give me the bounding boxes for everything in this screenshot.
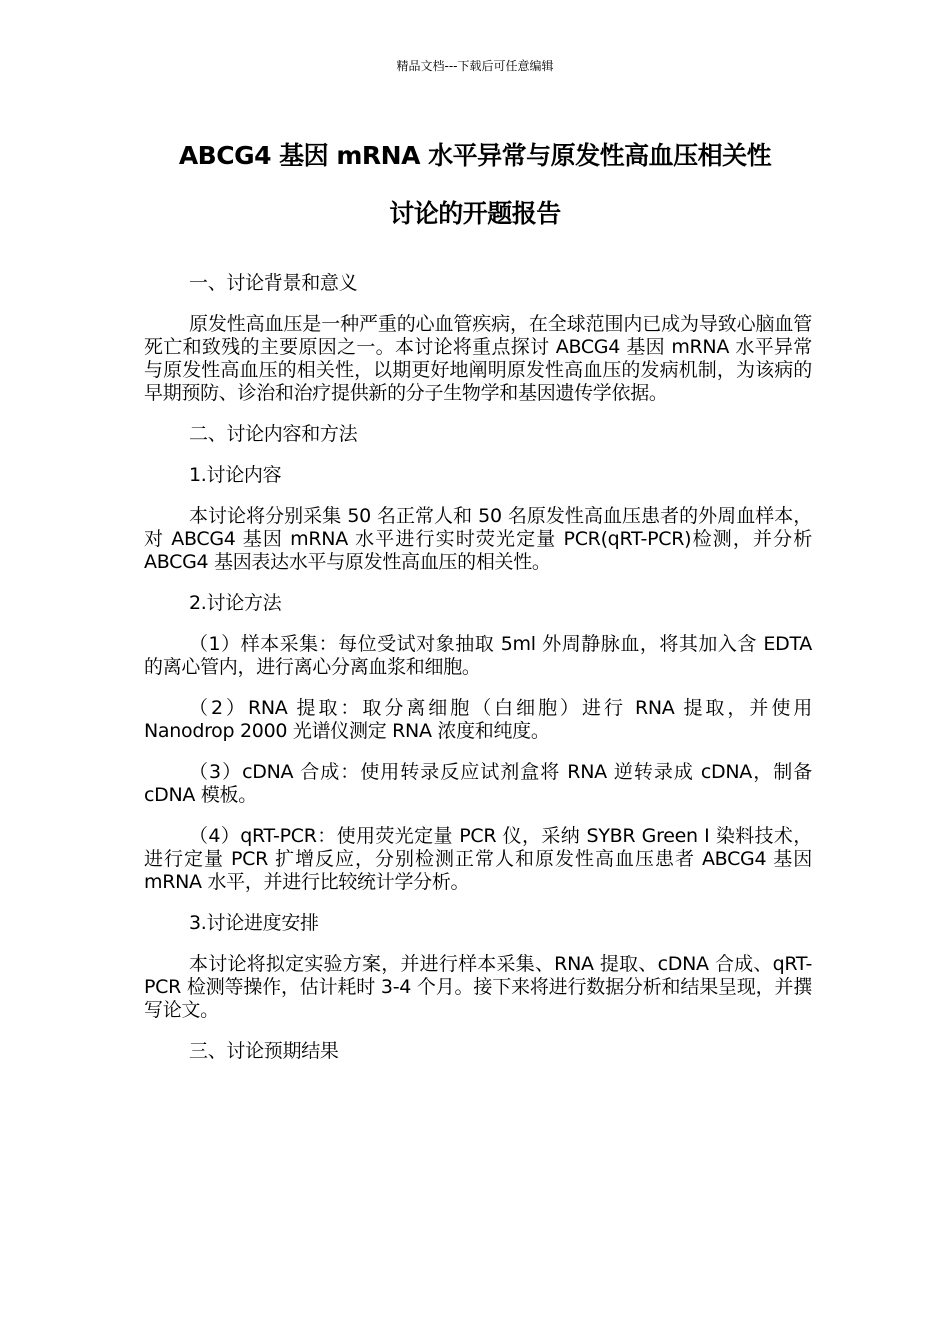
subheading-content: 1.讨论内容 (189, 464, 282, 486)
document-title-line1: ABCG4 基因 mRNA 水平异常与原发性高血压相关性 (178, 141, 772, 170)
method-item-rna-extraction: （2）RNA 提取：取分离细胞（白细胞）进行 RNA 提取，并使用 Nanodrop 2000 光谱仪测定 RNA 浓度和纯度。 (144, 697, 812, 742)
document-title-line2: 讨论的开题报告 (389, 199, 561, 228)
paragraph-content: 本讨论将分别采集 50 名正常人和 50 名原发性高血压患者的外周血样本，对 ABCG4 基因 mRNA 水平进行实时荧光定量 PCR(qRT-PCR)检测，并分析 ABCG4 基因表达水平与原发性高血压的相关性。 (144, 505, 812, 573)
method-item-sampling: （1）样本采集：每位受试对象抽取 5ml 外周静脉血，将其加入含 EDTA 的离心管内，进行离心分离血浆和细胞。 (144, 633, 812, 678)
section-heading-background: 一、讨论背景和意义 (189, 272, 358, 294)
method-item-cdna-synthesis: （3）cDNA 合成：使用转录反应试剂盒将 RNA 逆转录成 cDNA，制备 cDNA 模板。 (144, 761, 812, 806)
header-note: 精品文档---下载后可任意编辑 (396, 59, 554, 73)
document-body (144, 272, 812, 1081)
paragraph-schedule: 本讨论将拟定实验方案，并进行样本采集、RNA 提取、cDNA 合成、qRT-PCR 检测等操作，估计耗时 3-4 个月。接下来将进行数据分析和结果呈现，并撰写论文。 (144, 953, 812, 1021)
section-heading-expected-results: 三、讨论预期结果 (189, 1040, 339, 1062)
method-item-qrt-pcr: （4）qRT-PCR：使用荧光定量 PCR 仪，采纳 SYBR Green I 染料技术，进行定量 PCR 扩增反应，分别检测正常人和原发性高血压患者 ABCG4 基因 mRNA 水平，并进行比较统计学分析。 (144, 825, 812, 893)
paragraph-background: 原发性高血压是一种严重的心血管疾病，在全球范围内已成为导致心脑血管死亡和致残的主要原因之一。本讨论将重点探讨 ABCG4 基因 mRNA 水平异常与原发性高血压的相关性，以期更好地阐明原发性高血压的发病机制，为该病的早期预防、诊治和治疗提供新的分子生物学和基因遗传学依据。 (144, 313, 812, 404)
subheading-methods: 2.讨论方法 (189, 592, 282, 614)
subheading-schedule: 3.讨论进度安排 (189, 912, 319, 934)
section-heading-content-methods: 二、讨论内容和方法 (189, 423, 358, 445)
